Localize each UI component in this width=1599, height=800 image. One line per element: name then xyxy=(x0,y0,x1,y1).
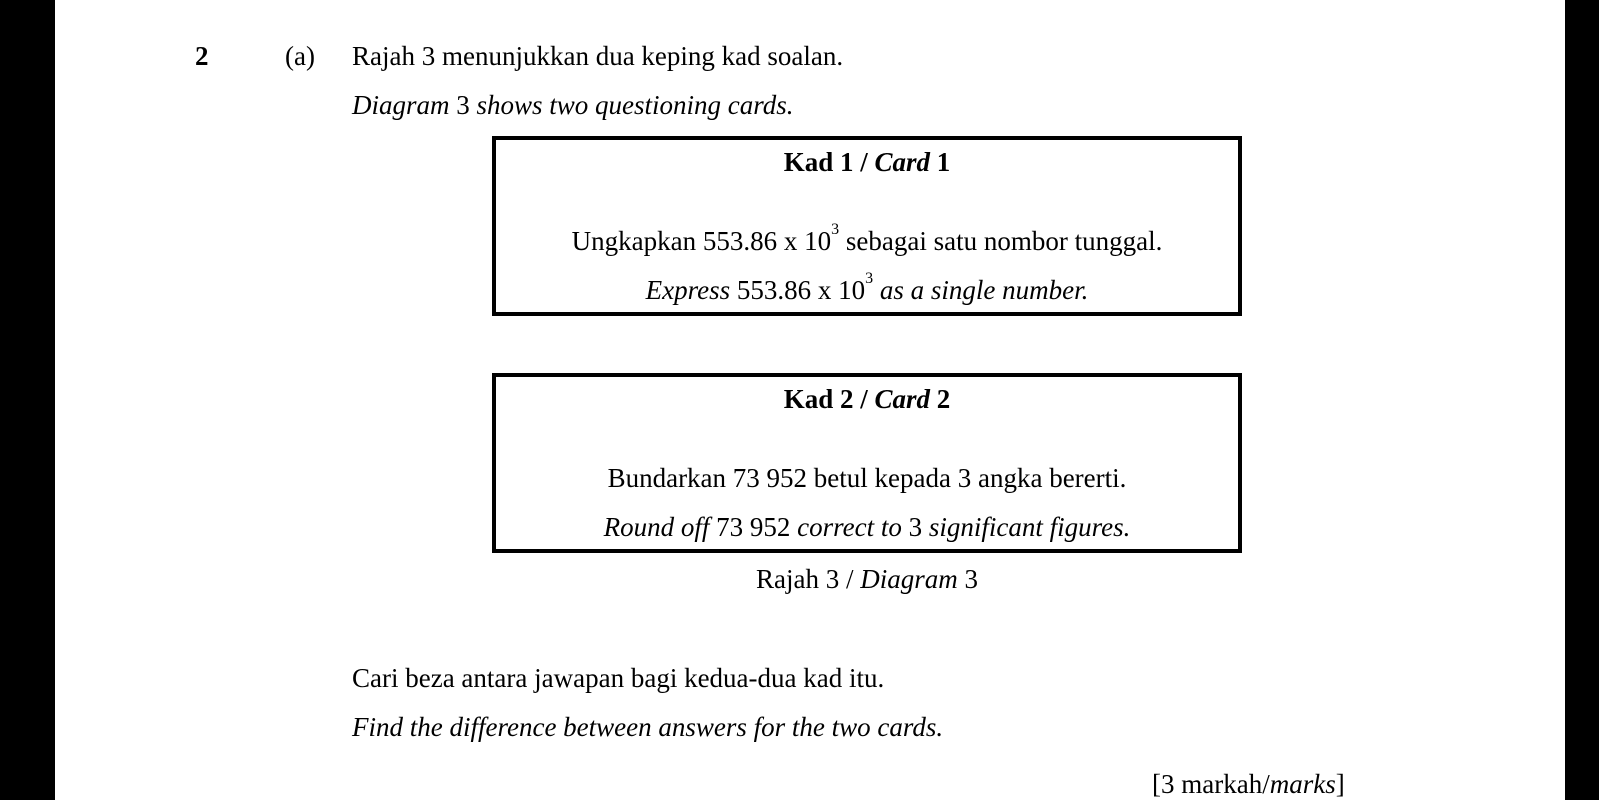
question-number: 2 xyxy=(195,41,209,71)
task-english: Find the difference between answers for the two cards. xyxy=(352,712,944,742)
marks-english: marks xyxy=(1269,769,1336,799)
card-1-en-part3: as a single number. xyxy=(873,275,1089,305)
card-1-title-card: Card xyxy=(874,147,931,177)
card-2-en-part2: 73 952 xyxy=(709,512,798,542)
card-1-en-part2: 553.86 x 10 xyxy=(730,275,866,305)
diagram-caption xyxy=(492,563,1242,595)
card-1-title-num: 1 xyxy=(930,147,951,177)
card-1-en-part1: Express xyxy=(645,275,731,305)
card-2-title xyxy=(496,383,1238,415)
card-2-english-text xyxy=(496,511,1238,543)
card-2-title-num: 2 xyxy=(930,384,951,414)
marks-close: ] xyxy=(1335,769,1345,799)
card-2 xyxy=(492,373,1242,553)
card-2-title-kad: Kad 2 / xyxy=(783,384,875,414)
card-1-ms-part1: Ungkapkan 553.86 x 10 xyxy=(571,226,832,256)
task-malay: Cari beza antara jawapan bagi kedua-dua kad itu. xyxy=(352,663,885,693)
exam-page xyxy=(55,0,1565,800)
card-1 xyxy=(492,136,1242,316)
card-1-english-text xyxy=(496,270,1238,306)
card-1-ms-part2: sebagai satu nombor tunggal. xyxy=(839,226,1163,256)
caption-number: 3 xyxy=(957,564,978,594)
intro-malay: Rajah 3 menunjukkan dua keping kad soalan. xyxy=(352,41,844,71)
marks-open: [3 markah/ xyxy=(1152,769,1270,799)
intro-english xyxy=(352,89,794,121)
card-1-en-exponent: 3 xyxy=(865,270,874,287)
intro-en-part1: Diagram xyxy=(352,90,450,120)
card-1-title xyxy=(496,146,1238,178)
question-part: (a) xyxy=(285,41,315,71)
card-1-ms-exponent: 3 xyxy=(831,221,840,238)
card-2-en-part5: significant figures. xyxy=(928,512,1131,542)
intro-en-part3: shows two questioning cards. xyxy=(476,90,794,120)
intro-en-part2: 3 xyxy=(449,90,477,120)
card-1-malay-text xyxy=(496,221,1238,257)
caption-english: Diagram xyxy=(860,564,958,594)
card-2-malay-text: Bundarkan 73 952 betul kepada 3 angka bererti. xyxy=(607,463,1127,493)
marks-label xyxy=(1152,768,1345,800)
card-2-en-part3: correct to xyxy=(797,512,902,542)
card-2-en-part4: 3 xyxy=(901,512,929,542)
caption-malay: Rajah 3 / xyxy=(756,564,861,594)
card-2-title-card: Card xyxy=(874,384,931,414)
card-1-title-kad: Kad 1 / xyxy=(783,147,875,177)
card-2-en-part1: Round off xyxy=(603,512,710,542)
